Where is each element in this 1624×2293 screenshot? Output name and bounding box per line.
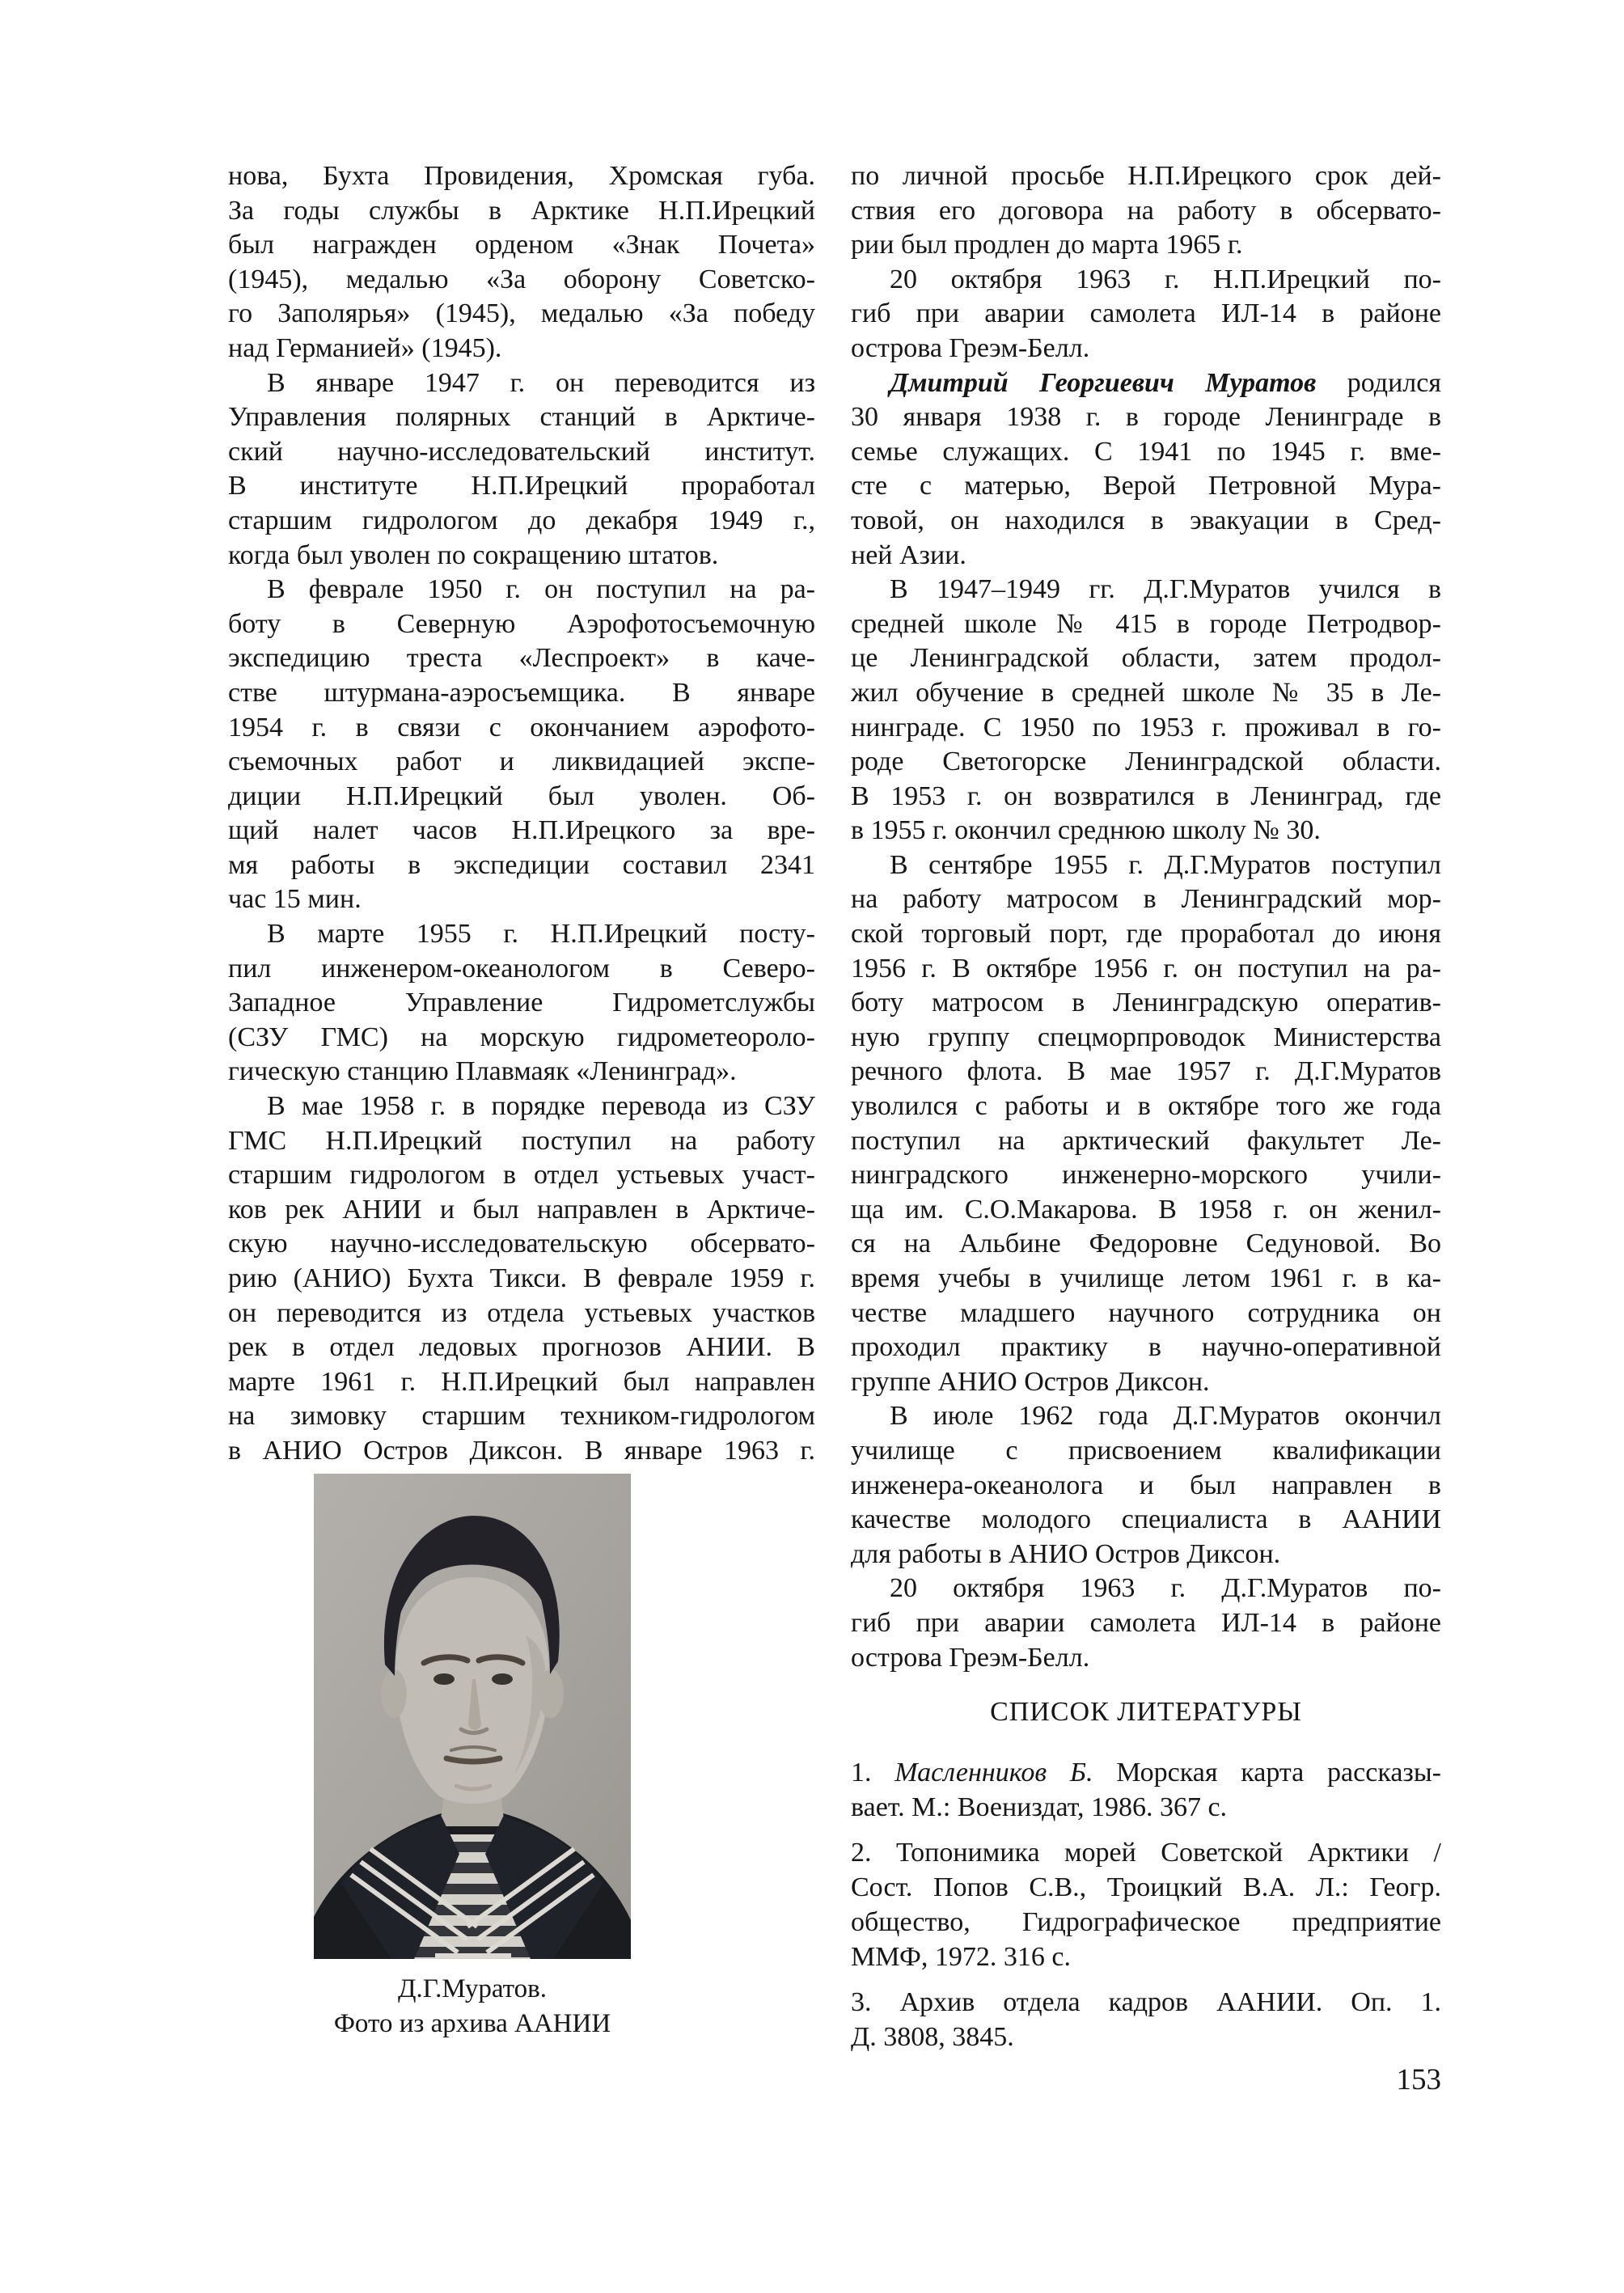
ear-left: [381, 1669, 407, 1718]
text-line: ствия его договора на работу в обсервато-: [851, 195, 1441, 226]
left-column: [228, 159, 815, 1469]
text-line: семье служащих. С 1941 по 1945 г. вме-: [851, 436, 1441, 467]
text-line: средней школе № 415 в городе Петродвор-: [851, 608, 1441, 639]
text-line: скую научно-исследовательскую обсервато-: [228, 1229, 815, 1259]
text-line: 20 октября 1963 г. Д.Г.Муратов по-: [890, 1573, 1441, 1604]
text-line: 3. Архив отдела кадров ААНИИ. Оп. 1.: [851, 1987, 1441, 2017]
text-segment: Масленников Б.: [894, 1758, 1093, 1787]
text-line: старшим гидрологом до декабря 1949 г.,: [228, 505, 815, 535]
text-line: экспедицию треста «Леспроект» в каче-: [228, 643, 815, 674]
text-line: В 1947–1949 гг. Д.Г.Муратов учился в: [890, 574, 1441, 605]
text-line: гиб при аварии самолета ИЛ-14 в районе: [851, 298, 1441, 329]
text-segment: 1.: [851, 1758, 895, 1787]
bibliography-title: СПИСОК ЛИТЕРАТУРЫ: [990, 1697, 1302, 1727]
bibliography-item: [851, 1985, 1441, 2054]
text-line: гическую станцию Плавмаяк «Ленинград».: [228, 1056, 737, 1087]
text-line: роде Светогорске Ленинградской области.: [851, 747, 1441, 777]
text-line: ГМС Н.П.Ирецкий поступил на работу: [228, 1125, 815, 1156]
text-line: старшим гидрологом в отдел устьевых участ-: [228, 1160, 815, 1191]
text-line: За годы службы в Арктике Н.П.Ирецкий: [228, 195, 815, 226]
text-line: нинграде. С 1950 по 1953 г. проживал в го-: [851, 712, 1441, 742]
text-line: для работы в АНИО Остров Диксон.: [851, 1538, 1281, 1569]
text-line: ней Азии.: [851, 539, 966, 570]
text-line: В июле 1962 года Д.Г.Муратов окончил: [890, 1401, 1441, 1432]
text-line: когда был уволен по сокращению штатов.: [228, 539, 719, 570]
eye-left: [433, 1673, 455, 1685]
text-line: боту матросом в Ленинградскую оператив-: [851, 988, 1441, 1018]
text-line: [851, 1755, 1441, 1790]
text-line: марте 1961 г. Н.П.Ирецкий был направлен: [228, 1366, 815, 1397]
text-line: в 1955 г. окончил среднюю школу № 30.: [851, 815, 1321, 846]
text-line: был награжден орденом «Знак Почета»: [228, 230, 815, 260]
text-line: рию (АНИО) Бухта Тикси. В феврале 1959 г.: [228, 1263, 815, 1293]
text-line: речного флота. В мае 1957 г. Д.Г.Муратов: [851, 1056, 1441, 1087]
text-line: общество, Гидрографическое предприятие: [851, 1907, 1441, 1937]
text-line: время учебы в училище летом 1961 г. в ка-: [851, 1263, 1441, 1293]
text-line: В феврале 1950 г. он поступил на ра-: [267, 574, 815, 605]
text-line: В 1953 г. он возвратился в Ленинград, где: [851, 781, 1441, 811]
text-line: ную группу спецморпроводок Министерства: [851, 1022, 1441, 1052]
text-line: группе АНИО Остров Диксон.: [851, 1366, 1210, 1397]
text-line: В институте Н.П.Ирецкий проработал: [228, 471, 815, 501]
text-line: вает. М.: Воениздат, 1986. 367 с.: [851, 1792, 1228, 1822]
text-line: острова Греэм-Белл.: [851, 1642, 1090, 1673]
text-line: ся на Альбине Федоровне Седуновой. Во: [851, 1229, 1441, 1259]
text-line: щий налет часов Н.П.Ирецкого за вре-: [228, 815, 815, 846]
text-line: пил инженером-океанологом в Северо-: [228, 953, 815, 984]
text-line: поступил на арктический факультет Ле-: [851, 1125, 1441, 1156]
bibliography: [851, 1694, 1441, 2065]
text-line: В январе 1947 г. он переводится из: [267, 367, 815, 398]
text-line: (СЗУ ГМС) на морскую гидрометеороло-: [228, 1022, 815, 1052]
text-line: В сентябре 1955 г. Д.Г.Муратов поступил: [890, 849, 1441, 880]
text-line: Сост. Попов С.В., Троицкий В.А. Л.: Геогр.: [851, 1872, 1441, 1902]
text-line: он переводится из отдела устьевых участков: [228, 1297, 815, 1328]
text-line: проходил практику в научно-оперативной: [851, 1332, 1441, 1363]
text-line: ща им. С.О.Макарова. В 1958 г. он женил-: [851, 1194, 1441, 1225]
text-line: диции Н.П.Ирецкий был уволен. Об-: [228, 781, 815, 811]
text-line: Д. 3808, 3845.: [851, 2022, 1014, 2052]
text-line: час 15 мин.: [228, 884, 362, 915]
text-line: по личной просьбе Н.П.Ирецкого срок дей-: [851, 161, 1441, 191]
text-line: в АНИО Остров Диксон. В январе 1963 г.: [228, 1435, 815, 1466]
text-line: товой, он находился в эвакуации в Сред-: [851, 505, 1441, 535]
ear-right: [538, 1669, 564, 1718]
text-line: 20 октября 1963 г. Н.П.Ирецкий по-: [890, 264, 1441, 294]
text-line: 2. Топонимика морей Советской Арктики /: [851, 1838, 1441, 1868]
text-line: нова, Бухта Провидения, Хромская губа.: [228, 161, 815, 191]
text-line: ММФ, 1972. 316 с.: [851, 1942, 1071, 1972]
caption-name: Д.Г.Муратов.: [398, 1974, 547, 2003]
text-line: (1945), медалью «За оборону Советско-: [228, 264, 815, 294]
text-line: боту в Северную Аэрофотосъемочную: [228, 608, 815, 639]
text-line: В мае 1958 г. в порядке перевода из СЗУ: [267, 1091, 815, 1122]
caption-source: Фото из архива ААНИИ: [333, 2009, 611, 2038]
text-line: рек в отдел ледовых прогнозов АНИИ. В: [228, 1332, 815, 1363]
text-line: це Ленинградской области, затем продол-: [851, 643, 1441, 674]
text-line: честве младшего научного сотрудника он: [851, 1297, 1441, 1328]
text-segment: Дмитрий Георгиевич Муратов: [890, 367, 1317, 398]
text-line: 30 января 1938 г. в городе Ленинграде в: [851, 402, 1441, 433]
portrait-image: [314, 1474, 631, 1959]
text-line: 1956 г. В октябре 1956 г. он поступил на ра-: [851, 953, 1441, 984]
text-line: 1954 г. в связи с окончанием аэрофото-: [228, 712, 815, 742]
page-number: 153: [1396, 2063, 1441, 2096]
right-column: [851, 159, 1441, 1675]
text-line: Западное Управление Гидрометслужбы: [228, 988, 815, 1018]
text-line: инженера-океанолога и был направлен в: [851, 1470, 1441, 1500]
text-line: [851, 366, 1441, 401]
text-line: училище с присвоением квалификации: [851, 1435, 1441, 1466]
text-line: сте с матерью, Верой Петровной Мура-: [851, 471, 1441, 501]
mouth: [446, 1758, 500, 1762]
text-segment: Морская карта рассказы-: [1093, 1758, 1442, 1787]
portrait-photo: [314, 1474, 631, 1959]
text-line: ской торговый порт, где проработал до июня: [851, 919, 1441, 950]
text-line: качестве молодого специалиста в ААНИИ: [851, 1504, 1441, 1535]
text-line: съемочных работ и ликвидацией экспе-: [228, 747, 815, 777]
text-line: на зимовку старшим техником-гидрологом: [228, 1401, 815, 1432]
bibliography-item: [851, 1835, 1441, 1974]
text-line: на работу матросом в Ленинградский мор-: [851, 884, 1441, 915]
text-line: мя работы в экспедиции составил 2341: [228, 849, 815, 880]
text-segment: родился: [1316, 367, 1441, 398]
text-line: Управления полярных станций в Арктиче-: [228, 402, 815, 433]
text-line: над Германией» (1945).: [228, 332, 502, 363]
text-line: стве штурмана-аэросъемщика. В январе: [228, 677, 815, 708]
text-line: нинградского инженерно-морского учили-: [851, 1160, 1441, 1191]
bibliography-item: [851, 1755, 1441, 1825]
bibliography-items: [851, 1755, 1441, 2054]
text-line: уволился с работы и в октябре того же года: [851, 1091, 1441, 1122]
text-line: жил обучение в средней школе № 35 в Ле-: [851, 677, 1441, 708]
photo-caption: [298, 1972, 647, 2041]
text-line: го Заполярья» (1945), медалью «За победу: [228, 298, 815, 329]
text-line: гиб при аварии самолета ИЛ-14 в районе: [851, 1607, 1441, 1638]
text-line: ков рек АНИИ и был направлен в Арктиче-: [228, 1194, 815, 1225]
eye-right: [492, 1673, 513, 1685]
text-line: В марте 1955 г. Н.П.Ирецкий посту-: [267, 919, 815, 950]
text-line: рии был продлен до марта 1965 г.: [851, 230, 1243, 260]
text-line: острова Греэм-Белл.: [851, 332, 1090, 363]
text-line: ский научно-исследовательский институт.: [228, 436, 815, 467]
